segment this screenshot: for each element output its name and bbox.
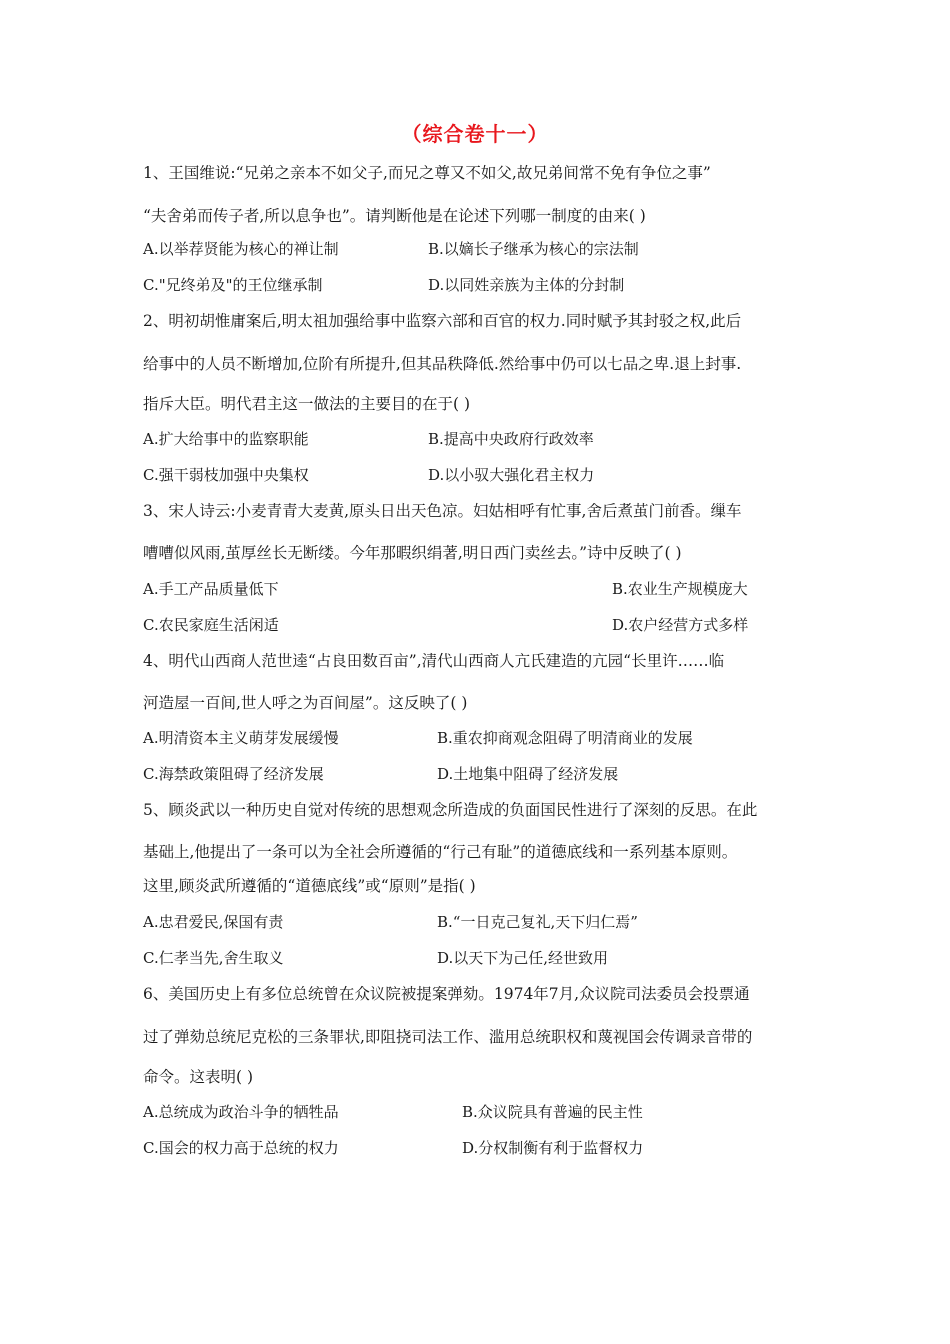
question-2-option-b: B.提高中央政府行政效率 <box>428 430 594 448</box>
question-2-line-2: 给事中的人员不断增加,位阶有所提升,但其品秩降低.然给事中仍可以七品之卑.退上封事. <box>143 355 742 373</box>
question-1-option-a: A.以举荐贤能为核心的禅让制 <box>143 240 339 258</box>
question-4-line-2: 河造屋一百间,世人呼之为百间屋”。这反映了( ) <box>143 694 468 712</box>
question-6-option-d: D.分权制衡有利于监督权力 <box>462 1139 644 1157</box>
question-2-line-1: 2、明初胡惟庸案后,明太祖加强给事中监察六部和百官的权力.同时赋予其封驳之权,此后 <box>143 312 742 330</box>
question-5-option-c: C.仁孝当先,舍生取义 <box>143 949 284 967</box>
question-1-line-1: 1、王国维说:“兄弟之亲本不如父子,而兄之尊又不如父,故兄弟间常不免有争位之事” <box>143 164 711 182</box>
question-4-line-1: 4、明代山西商人范世逵“占良田数百亩”,清代山西商人亢氏建造的亢园“长里许……临 <box>143 652 725 670</box>
question-3-line-2: 嘈嘈似风雨,茧厚丝长无断缕。今年那暇织绢著,明日西门卖丝去。”诗中反映了( ) <box>143 544 682 562</box>
question-5-option-d: D.以天下为己任,经世致用 <box>437 949 609 967</box>
question-6-option-a: A.总统成为政治斗争的牺牲品 <box>143 1103 339 1121</box>
page-title: （综合卷十一） <box>401 122 549 146</box>
question-6-line-1: 6、美国历史上有多位总统曾在众议院被提案弹劾。1974年7月,众议院司法委员会投票通 <box>143 985 750 1003</box>
question-4-option-c: C.海禁政策阻碍了经济发展 <box>143 765 324 783</box>
question-5-line-3: 这里,顾炎武所遵循的“道德底线”或“原则”是指( ) <box>143 877 476 895</box>
question-2-option-c: C.强干弱枝加强中央集权 <box>143 466 309 484</box>
question-6-option-c: C.国会的权力高于总统的权力 <box>143 1139 339 1157</box>
question-4-option-b: B.重农抑商观念阻碍了明清商业的发展 <box>437 729 693 747</box>
question-3-option-c: C.农民家庭生活闲适 <box>143 616 279 634</box>
question-1-option-b: B.以嫡长子继承为核心的宗法制 <box>428 240 639 258</box>
question-5-line-2: 基础上,他提出了一条可以为全社会所遵循的“行己有耻”的道德底线和一系列基本原则。 <box>143 843 738 861</box>
question-3-line-1: 3、宋人诗云:小麦青青大麦黄,原头日出天色凉。妇姑相呼有忙事,舍后煮茧门前香。缫车 <box>143 502 742 520</box>
question-2-option-a: A.扩大给事中的监察职能 <box>143 430 309 448</box>
question-1-line-2: “夫舍弟而传子者,所以息争也”。请判断他是在论述下列哪一制度的由来( ) <box>143 207 646 225</box>
question-1-option-d: D.以同姓亲族为主体的分封制 <box>428 276 625 294</box>
question-3-option-a: A.手工产品质量低下 <box>143 580 279 598</box>
question-4-option-d: D.土地集中阻碍了经济发展 <box>437 765 619 783</box>
question-3-option-b: B.农业生产规模庞大 <box>612 580 748 598</box>
question-6-line-3: 命令。这表明( ) <box>143 1068 254 1086</box>
question-6-option-b: B.众议院具有普遍的民主性 <box>462 1103 643 1121</box>
question-1-option-c: C."兄终弟及"的王位继承制 <box>143 276 323 294</box>
question-5-line-1: 5、顾炎武以一种历史自觉对传统的思想观念所造成的负面国民性进行了深刻的反思。在此 <box>143 801 758 819</box>
question-3-option-d: D.农户经营方式多样 <box>612 616 749 634</box>
question-5-option-a: A.忠君爱民,保国有责 <box>143 913 284 931</box>
question-6-line-2: 过了弹劾总统尼克松的三条罪状,即阻挠司法工作、滥用总统职权和蔑视国会传调录音带的 <box>143 1028 753 1046</box>
question-2-option-d: D.以小驭大强化君主权力 <box>428 466 595 484</box>
question-2-line-3: 指斥大臣。明代君主这一做法的主要目的在于( ) <box>143 395 471 413</box>
question-4-option-a: A.明清资本主义萌芽发展缓慢 <box>143 729 339 747</box>
question-5-option-b: B.“一日克己复礼,天下归仁焉” <box>437 913 638 931</box>
